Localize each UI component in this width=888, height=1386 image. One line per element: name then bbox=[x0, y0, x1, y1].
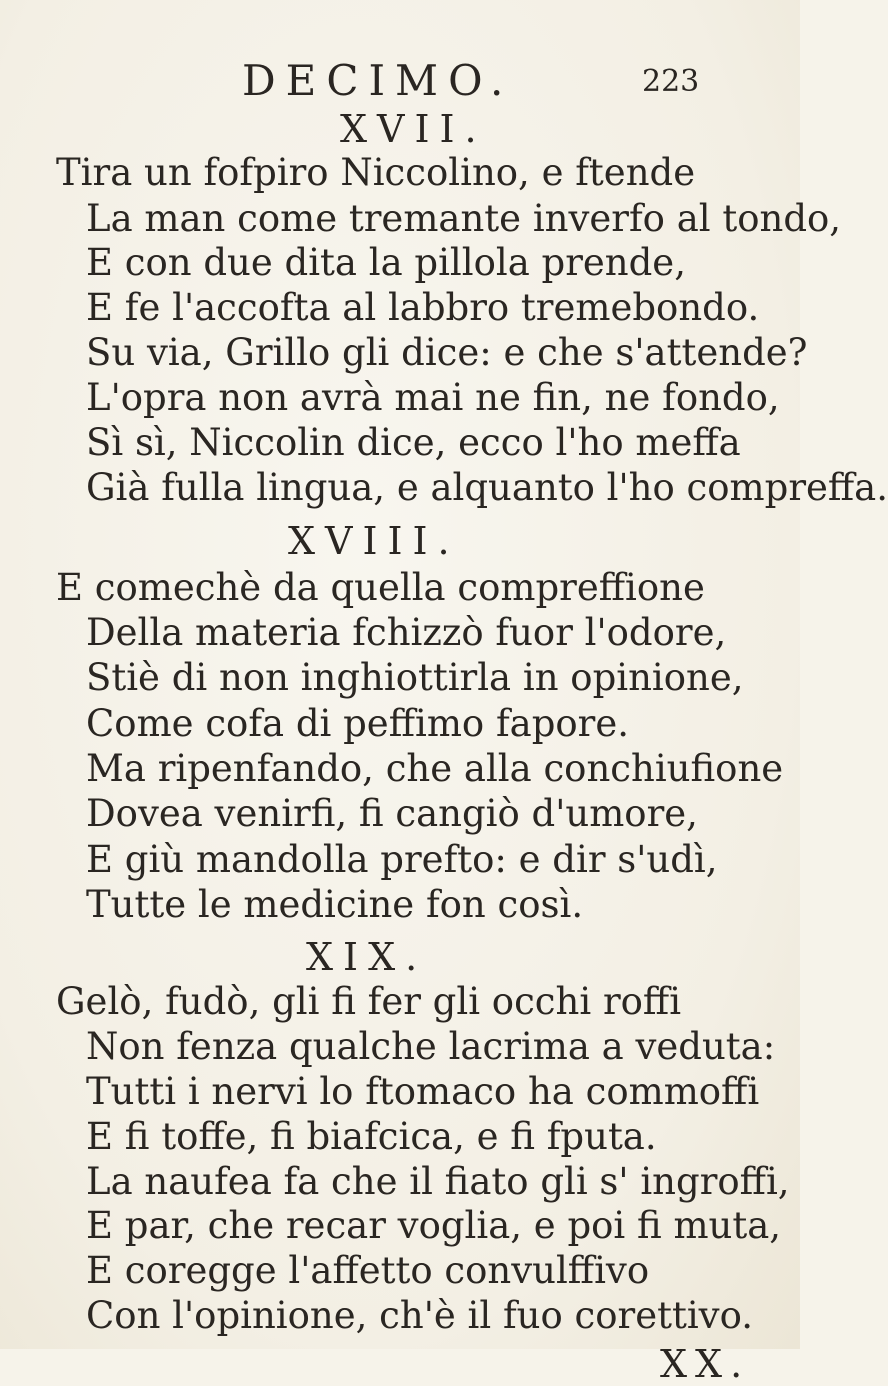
verse-line: Della materia fchizzò fuor l'odore, bbox=[86, 611, 727, 654]
verse-line: Non fenza qualche lacrima a veduta: bbox=[86, 1025, 776, 1068]
verse-line: L'opra non avrà mai ne fin, ne fondo, bbox=[86, 376, 780, 419]
stanza-number: XVII. bbox=[340, 107, 487, 151]
verse-line: E giù mandolla prefto: e dir s'udì, bbox=[86, 838, 718, 881]
verse-line: Ma ripenfando, che alla conchiufione bbox=[86, 747, 784, 790]
verse-line: E fi toffe, fi biafcica, e fi fputa. bbox=[86, 1115, 657, 1158]
verse-line: E comechè da quella compreffione bbox=[56, 566, 705, 609]
verse-line: Già fulla lingua, e alquanto l'ho compreffa. bbox=[86, 466, 888, 509]
verse-line: Come cofa di peffimo fapore. bbox=[86, 702, 630, 745]
verse-line: Su via, Grillo gli dice: e che s'attende? bbox=[86, 331, 808, 374]
verse-line: La man come tremante inverfo al tondo, bbox=[86, 197, 842, 240]
stanza-number: XVIII. bbox=[288, 519, 460, 563]
verse-line: E con due dita la pillola prende, bbox=[86, 241, 686, 284]
verse-line: E par, che recar voglia, e poi fi muta, bbox=[86, 1204, 782, 1247]
verse-line: Tutte le medicine fon così. bbox=[86, 883, 584, 926]
catchword: XX. bbox=[660, 1342, 751, 1386]
page-header bbox=[0, 56, 800, 106]
stanza-number: XIX. bbox=[306, 935, 428, 979]
verse-line: E coregge l'affetto convulffivo bbox=[86, 1249, 650, 1292]
verse-line: Sì sì, Niccolin dice, ecco l'ho meffa bbox=[86, 421, 741, 464]
verse-line: Tira un fofpiro Niccolino, e ftende bbox=[56, 151, 696, 194]
verse-line: Gelò, fudò, gli fi fer gli occhi roffi bbox=[56, 980, 682, 1023]
verse-line: E fe l'accofta al labbro tremebondo. bbox=[86, 286, 760, 329]
verse-line: Stiè di non inghiottirla in opinione, bbox=[86, 656, 744, 699]
verse-line: Tutti i nervi lo ftomaco ha commoffi bbox=[86, 1070, 760, 1113]
page-number: 223 bbox=[642, 64, 700, 99]
verse-line: Dovea venirfi, fi cangiò d'umore, bbox=[86, 792, 698, 835]
running-head: DECIMO. bbox=[242, 56, 514, 105]
verse-line: Con l'opinione, ch'è il fuo corettivo. bbox=[86, 1294, 753, 1337]
verse-line: La naufea fa che il fiato gli s' ingroffi, bbox=[86, 1160, 790, 1203]
